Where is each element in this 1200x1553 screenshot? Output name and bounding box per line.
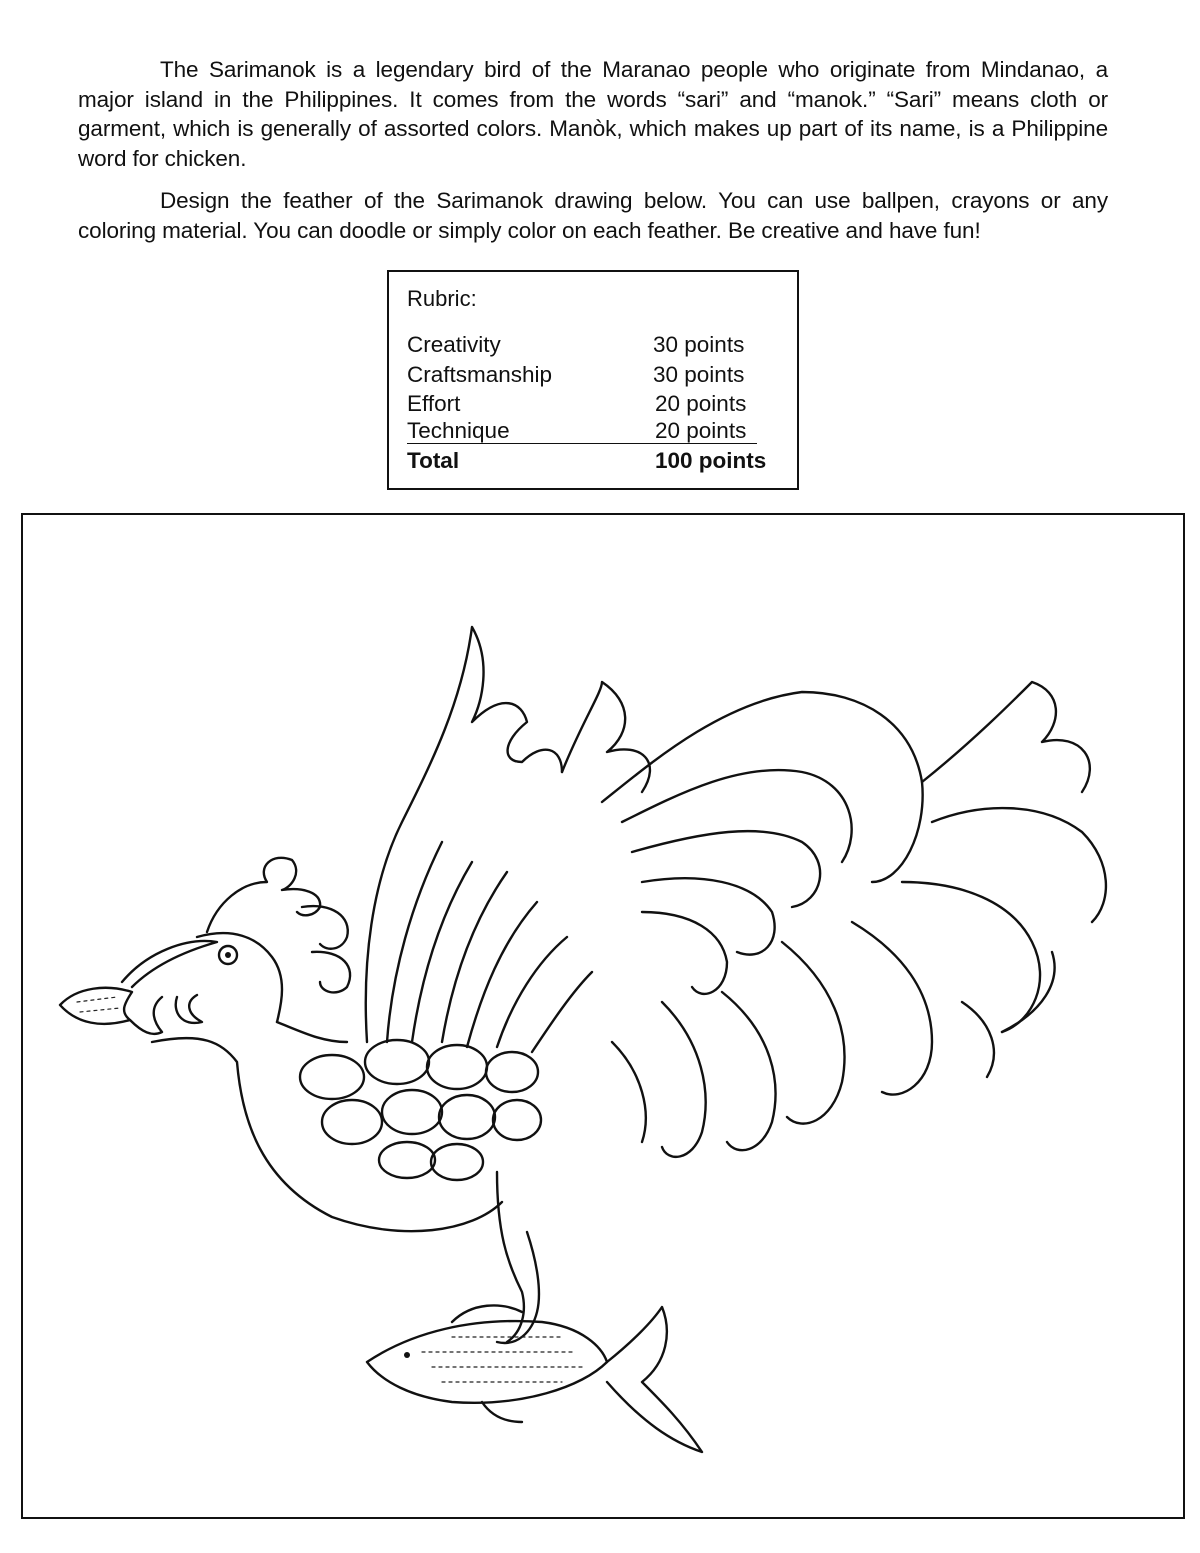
rubric-criterion: Technique [407, 418, 510, 443]
sarimanok-drawing-icon [23, 515, 1183, 1517]
beak-fish [60, 988, 132, 1024]
rubric-box [387, 270, 799, 490]
drawing-frame [21, 513, 1185, 1519]
rubric-row-effort [407, 391, 779, 420]
intro-paragraph-1 [78, 55, 1108, 173]
legs [497, 1172, 524, 1342]
rubric-row-creativity [407, 332, 779, 361]
rubric-total-points: 100 points [655, 448, 767, 473]
rubric-row-total [407, 448, 779, 477]
fish [367, 1321, 607, 1403]
rubric-total-divider [407, 443, 757, 444]
head [197, 933, 282, 1022]
rubric-points: 20 points [655, 418, 747, 443]
rubric-row-craftsmanship [407, 362, 779, 391]
rubric-criterion: Creativity [407, 332, 501, 357]
rubric-criterion: Craftsmanship [407, 362, 553, 387]
rubric-total-label: Total [407, 448, 460, 473]
beak [122, 941, 217, 987]
tail-feathers [602, 682, 1106, 1157]
intro-paragraph-1-text: The Sarimanok is a legendary bird of the Maranao people who originate from Mindanao, a major island in the Philippines. It comes from the words “sari” and “manok.” “Sari” means cloth or garment, which is generally of assorted colors. Manòk, which makes up part of its name, is a Philippine word for chicken. [78, 57, 1108, 171]
rubric-points: 20 points [655, 391, 747, 416]
crest [207, 858, 320, 932]
rubric-points: 30 points [653, 332, 745, 357]
instructions-paragraph-text: Design the feather of the Sarimanok drawing below. You can use ballpen, crayons or any coloring material. You can doodle or simply color on each feather. Be creative and have fun! [78, 188, 1108, 243]
wing-scales [300, 1040, 541, 1180]
rubric-title: Rubric: [407, 286, 477, 311]
rubric-criterion: Effort [407, 391, 461, 416]
rubric-points: 30 points [653, 362, 745, 387]
instructions-paragraph [78, 186, 1108, 245]
